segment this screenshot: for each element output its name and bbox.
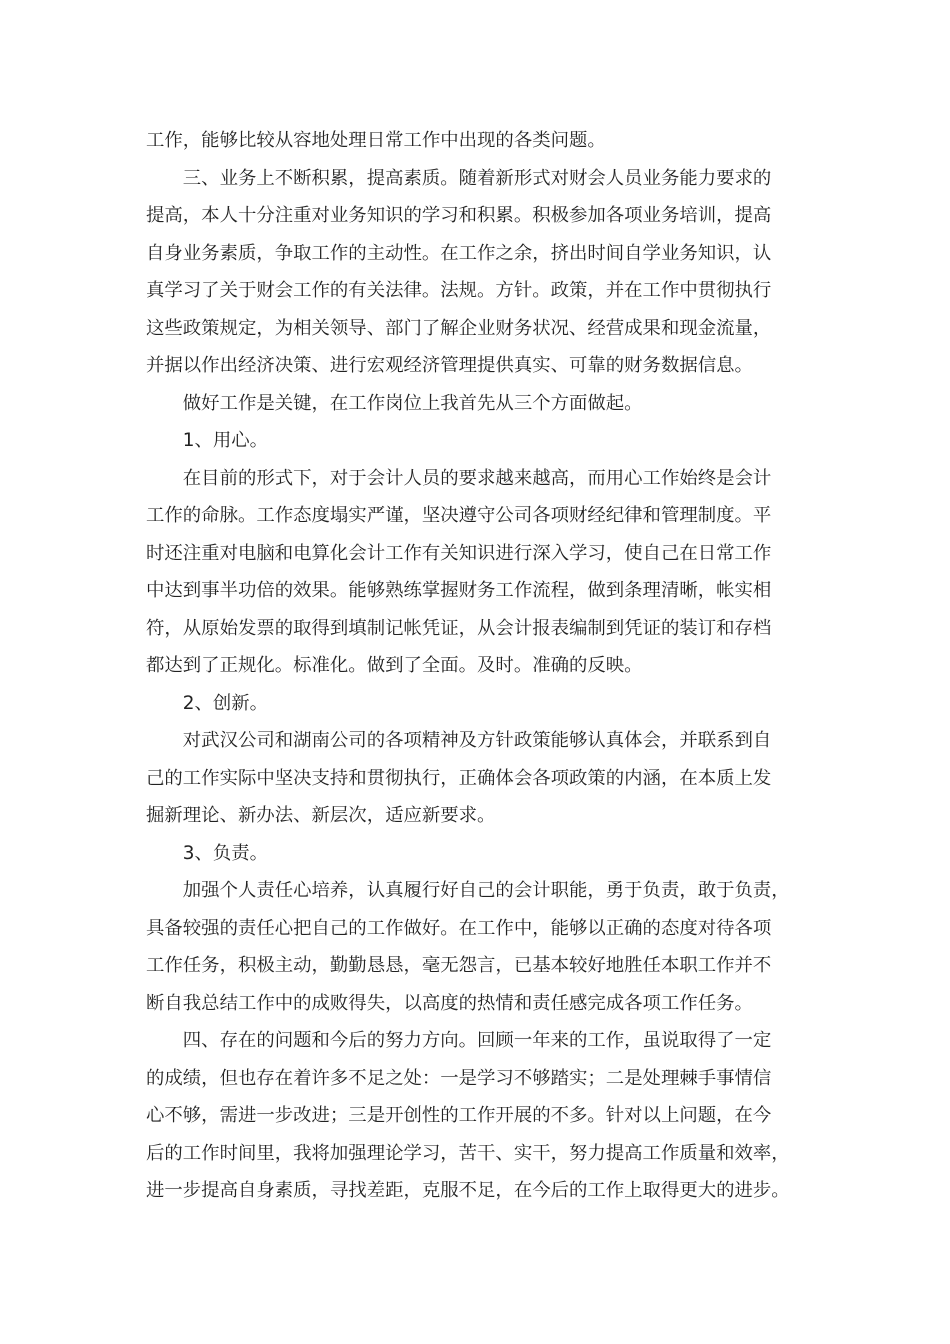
- text-line: 加强个人责任心培养，认真履行好自己的会计职能，勇于负责，敢于负责，: [146, 880, 790, 901]
- text-line: 工作，能够比较从容地处理日常工作中出现的各类问题。: [146, 130, 606, 151]
- text-line: 这些政策规定，为相关领导、部门了解企业财务状况、经营成果和现金流量，: [146, 317, 772, 339]
- text-line: 工作的命脉。工作态度塌实严谨，坚决遵守公司各项财经纪律和管理制度。平: [146, 505, 772, 526]
- text-line: 四、存在的问题和今后的努力方向。回顾一年来的工作，虽说取得了一定: [146, 1030, 772, 1051]
- text-line: 1、用心。: [146, 430, 269, 451]
- text-line: 3、负责。: [146, 842, 269, 864]
- text-line: 符，从原始发票的取得到填制记帐凭证，从会计报表编制到凭证的装订和存档: [146, 617, 772, 639]
- text-line: 掘新理论、新办法、新层次，适应新要求。: [146, 805, 496, 826]
- text-line: 自身业务素质，争取工作的主动性。在工作之余，挤出时间自学业务知识，认: [146, 242, 772, 264]
- text-line: 对武汉公司和湖南公司的各项精神及方针政策能够认真体会，并联系到自: [146, 730, 772, 751]
- text-line: 提高，本人十分注重对业务知识的学习和积累。积极参加各项业务培训，提高: [146, 205, 772, 226]
- text-line: 2、创新。: [146, 692, 269, 714]
- text-line: 心不够，需进一步改进；三是开创性的工作开展的不多。针对以上问题，在今: [146, 1105, 772, 1126]
- document-body: [146, 122, 810, 1210]
- text-line: 中达到事半功倍的效果。能够熟练掌握财务工作流程，做到条理清晰，帐实相: [146, 580, 772, 601]
- text-line: 断自我总结工作中的成败得失，以高度的热情和责任感完成各项工作任务。: [146, 992, 753, 1014]
- text-line: 在目前的形式下，对于会计人员的要求越来越高，而用心工作始终是会计: [146, 467, 772, 489]
- text-line: 时还注重对电脑和电算化会计工作有关知识进行深入学习，使自己在日常工作: [146, 542, 772, 564]
- text-line: 真学习了关于财会工作的有关法律。法规。方针。政策，并在工作中贯彻执行: [146, 280, 772, 301]
- text-line: 后的工作时间里，我将加强理论学习，苦干、实干，努力提高工作质量和效率，: [146, 1142, 790, 1164]
- text-line: 三、业务上不断积累，提高素质。随着新形式对财会人员业务能力要求的: [146, 167, 772, 189]
- text-line: 并据以作出经济决策、进行宏观经济管理提供真实、可靠的财务数据信息。: [146, 355, 753, 376]
- text-line: 做好工作是关键，在工作岗位上我首先从三个方面做起。: [146, 392, 643, 414]
- text-line: 己的工作实际中坚决支持和贯彻执行，正确体会各项政策的内涵，在本质上发: [146, 767, 772, 789]
- text-line: 都达到了正规化。标准化。做到了全面。及时。准确的反映。: [146, 655, 643, 676]
- text-line: 具备较强的责任心把自己的工作做好。在工作中，能够以正确的态度对待各项: [146, 917, 772, 939]
- text-line: 进一步提高自身素质，寻找差距，克服不足，在今后的工作上取得更大的进步。: [146, 1180, 790, 1201]
- text-line: 的成绩，但也存在着许多不足之处：一是学习不够踏实；二是处理棘手事情信: [146, 1067, 772, 1089]
- text-line: 工作任务，积极主动，勤勤恳恳，毫无怨言，已基本较好地胜任本职工作并不: [146, 955, 772, 976]
